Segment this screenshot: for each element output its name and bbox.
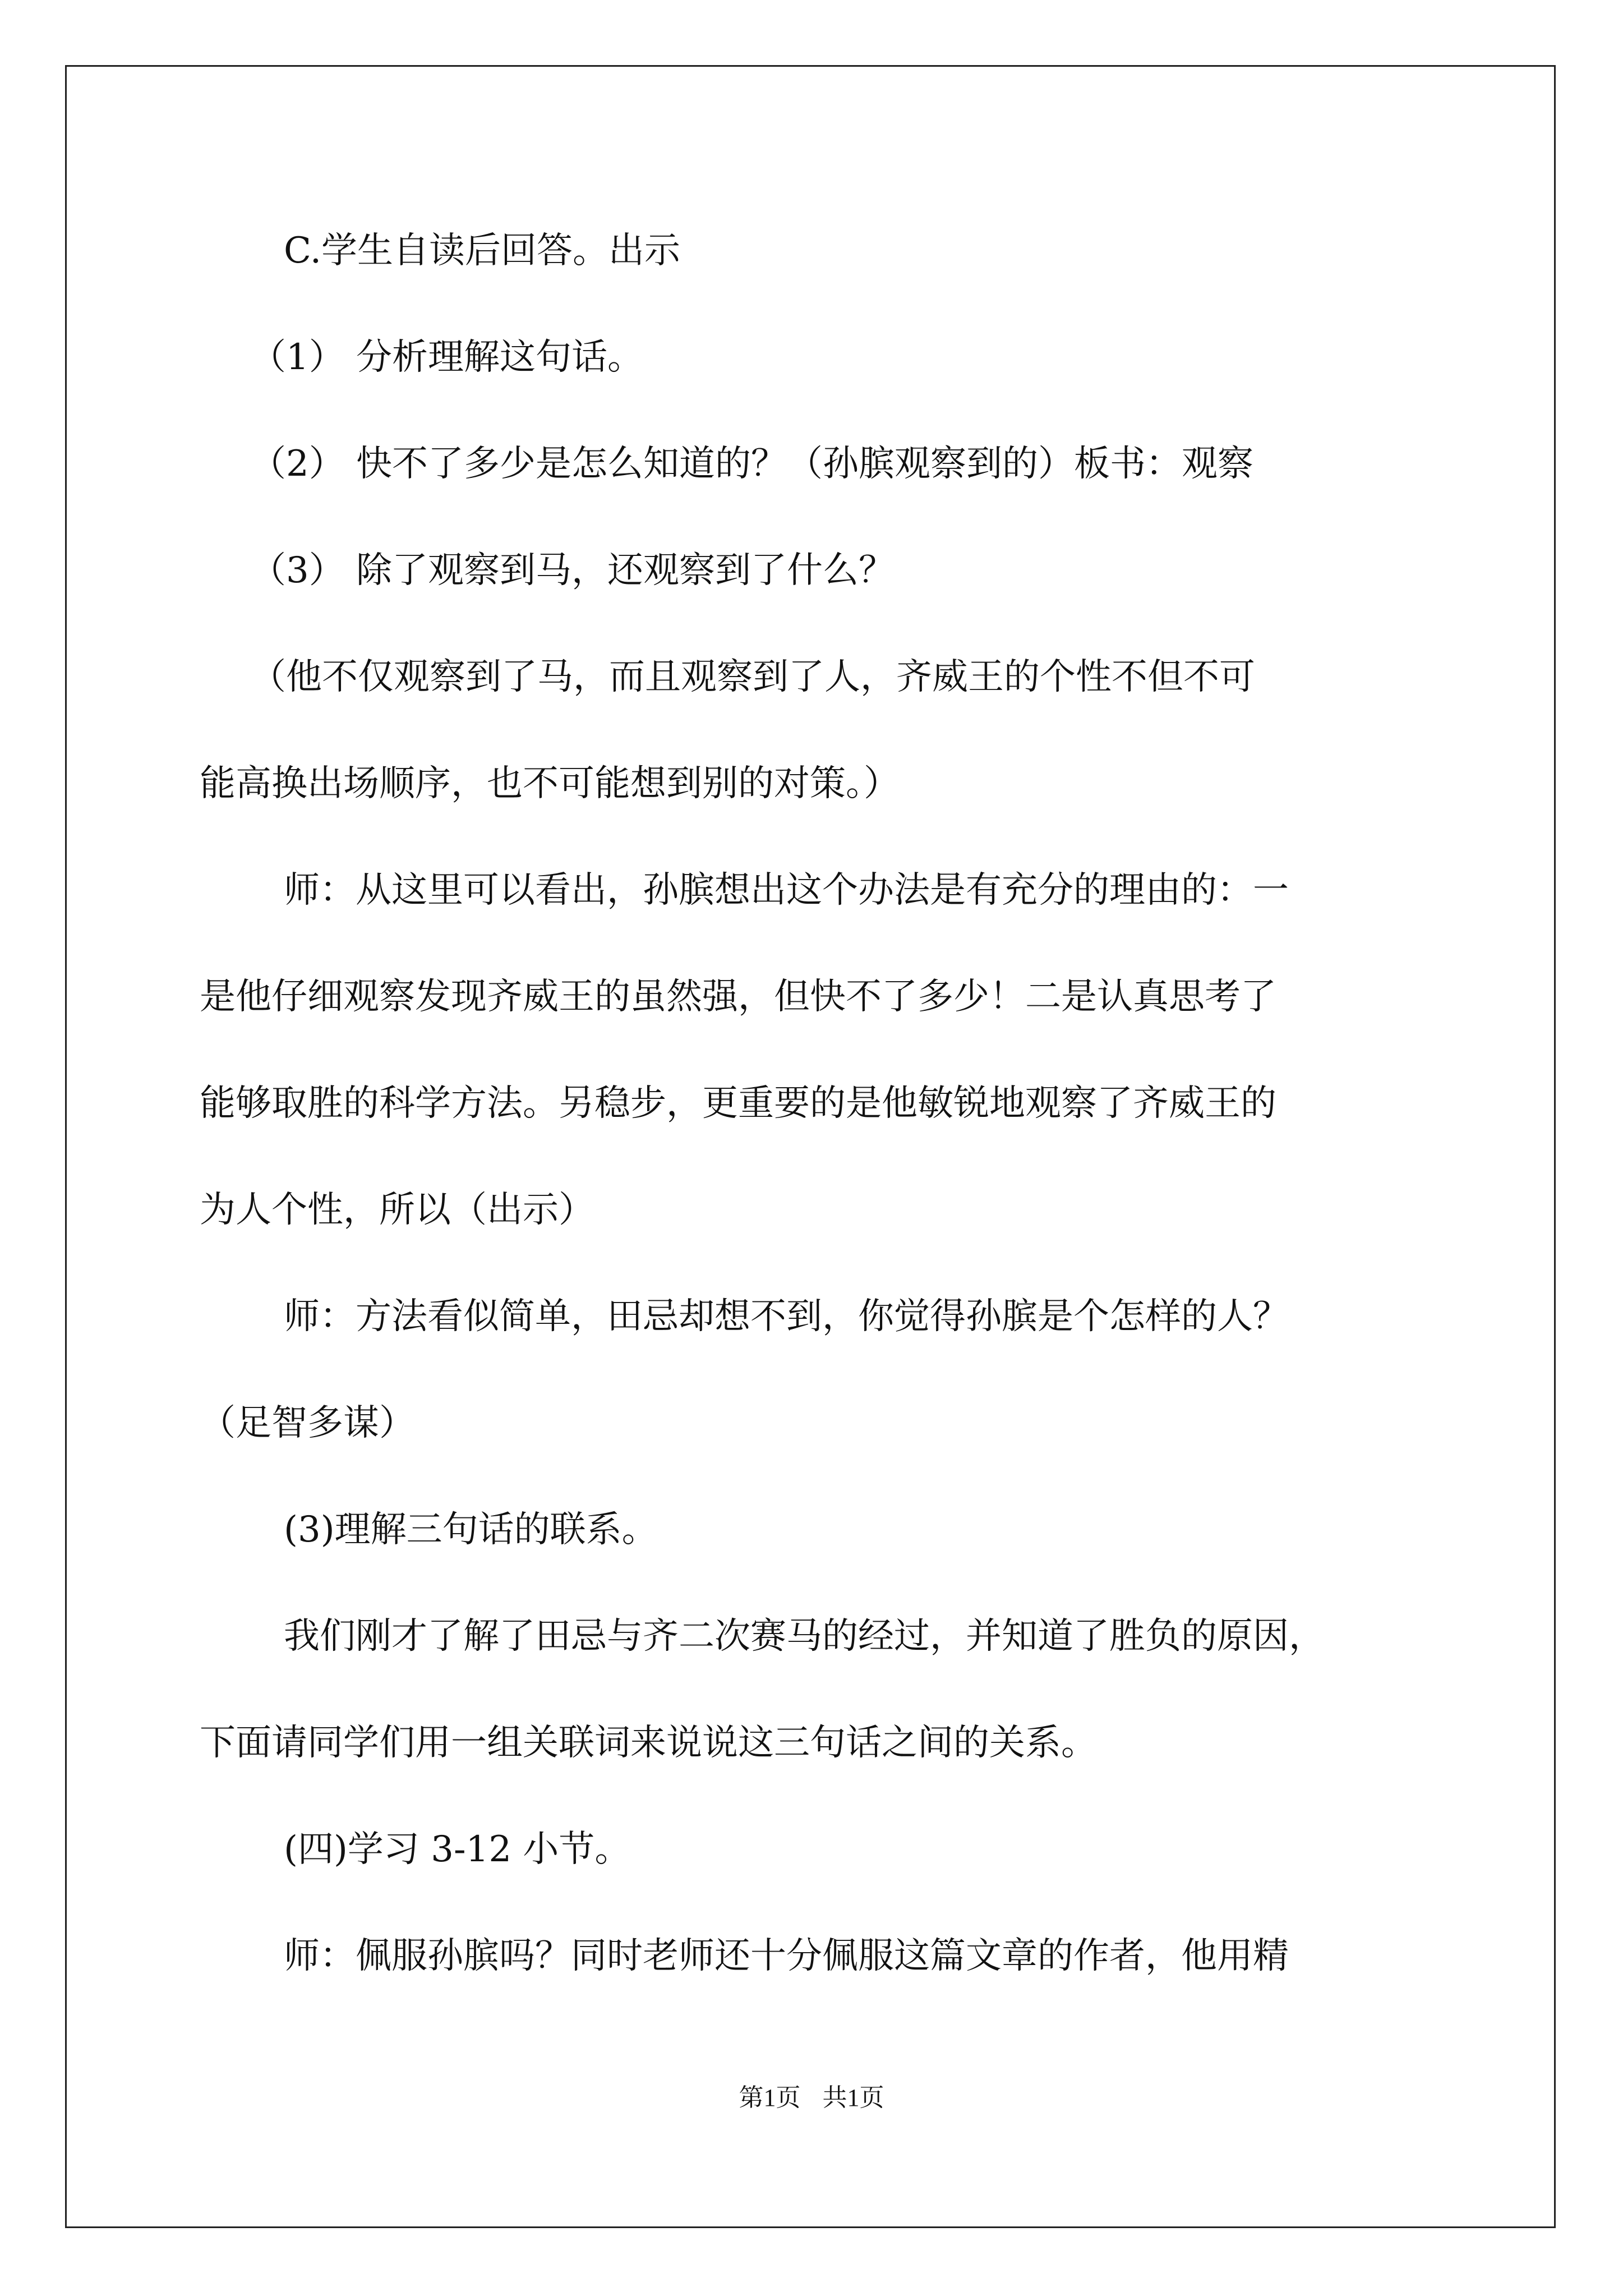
paragraph-line: （足智多谋） — [200, 1402, 415, 1444]
paragraph-line: 为人个性，所以（出示） — [200, 1189, 594, 1231]
paragraph-line: （3） 除了观察到马，还观察到了什么？ — [250, 550, 895, 591]
page-footer — [0, 2086, 1623, 2110]
paragraph-line: (3)理解三句话的联系。 — [284, 1509, 658, 1550]
paragraph-line: 师：从这里可以看出，孙膑想出这个办法是有充分的理由的：一 — [284, 869, 1289, 911]
paragraph-line: 师：方法看似简单，田忌却想不到，你觉得孙膑是个怎样的人？ — [284, 1296, 1289, 1337]
page-number: 第1页 — [739, 2084, 801, 2111]
paragraph-line: 下面请同学们用一组关联词来说说这三句话之间的关系。 — [200, 1722, 1097, 1764]
paragraph-line: 师：佩服孙膑吗？同时老师还十分佩服这篇文章的作者，他用精 — [284, 1935, 1289, 1977]
page-total: 共1页 — [822, 2084, 884, 2111]
paragraph-line: 能够取胜的科学方法。另稳步，更重要的是他敏锐地观察了齐威王的 — [200, 1083, 1276, 1124]
paragraph-line: （2） 快不了多少是怎么知道的？（孙膑观察到的）板书：观察 — [250, 443, 1254, 485]
paragraph-line: (四)学习 3-12 小节。 — [284, 1829, 631, 1870]
paragraph-line: （1） 分析理解这句话。 — [250, 337, 644, 378]
page-border — [65, 65, 1556, 2228]
paragraph-line: 是他仔细观察发现齐威王的虽然强，但快不了多少！二是认真思考了 — [200, 976, 1276, 1018]
paragraph-line: 能高换出场顺序，也不可能想到别的对策。） — [200, 763, 900, 804]
paragraph-line: C.学生自读后回答。出示 — [284, 230, 681, 272]
paragraph-line: （他不仅观察到了马，而且观察到了人，齐威王的个性不但不可 — [250, 656, 1255, 698]
paragraph-line: 我们刚才了解了田忌与齐二次赛马的经过，并知道了胜负的原因， — [284, 1616, 1325, 1657]
